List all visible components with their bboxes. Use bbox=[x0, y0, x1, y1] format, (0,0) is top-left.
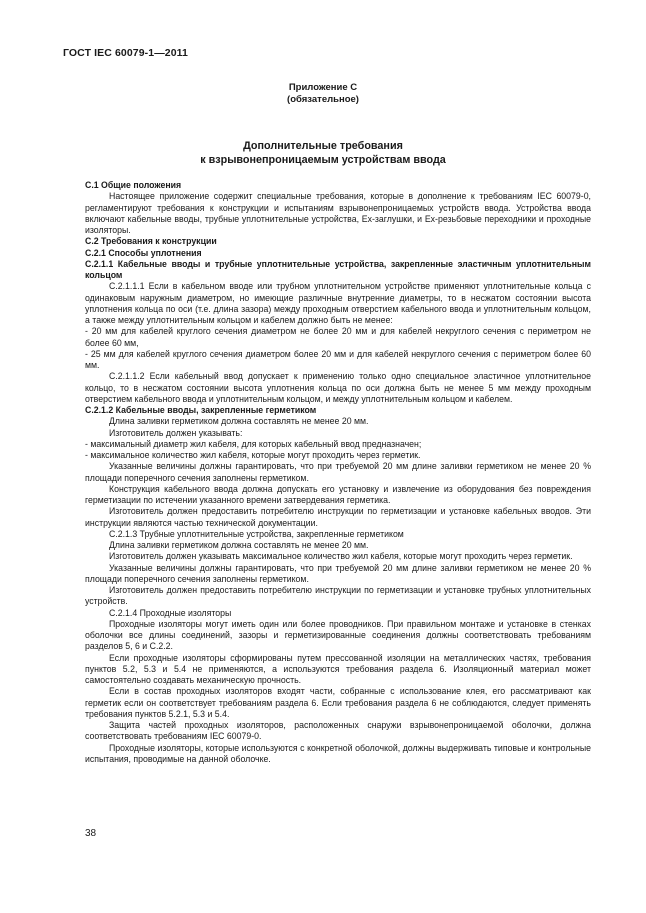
paragraph: Изготовитель должен предоставить потребителю инструкции по герметизации и установке кабельных вводов. Эти инструкции являются частью технической документации. bbox=[85, 506, 591, 528]
page-number: 38 bbox=[85, 828, 97, 839]
paragraph: Изготовитель должен указывать максимальное количество жил кабеля, которые могут проходить через герметик. bbox=[109, 551, 573, 562]
section-heading-c211: С.2.1.1 Кабельные вводы и трубные уплотнительные устройства, закрепленные эластичным уплотнительным кольцом bbox=[85, 258, 591, 280]
paragraph: Если в состав проходных изоляторов входят части, собранные с использование клея, его рассматривают как герметик если он соответствует требованиям раздела 6. Если требования раздела 6 не соблюдаются, следует применять требования пунктов 5.2.1, 5.3 и 5.4. bbox=[85, 686, 591, 719]
paragraph: Проходные изоляторы, которые используются с конкретной оболочкой, должны выдерживать типовые и контрольные испытания, проводимые на данной оболочке. bbox=[85, 742, 591, 764]
paragraph: Защита частей проходных изоляторов, расположенных снаружи взрывонепроницаемой оболочки, должна соответствовать требованиям IEC 60079-0. bbox=[85, 720, 591, 742]
list-item: - максимальный диаметр жил кабеля, для которых кабельный ввод предназначен; bbox=[85, 438, 422, 449]
section-heading-c21: С.2.1 Способы уплотнения bbox=[85, 247, 202, 258]
list-item: - 20 мм для кабелей круглого сечения диаметром не более 20 мм и для кабелей некруглого сечения с периметром не более 60 мм, bbox=[85, 326, 591, 348]
appendix-heading bbox=[0, 82, 646, 106]
standard-header: ГОСТ IEC 60079-1—2011 bbox=[63, 47, 188, 59]
paragraph: Указанные величины должны гарантировать, что при требуемой 20 мм длине заливки герметиком не менее 20 % площади поперечного сечения заполнены герметиком. bbox=[85, 461, 591, 483]
document-title-line-2: к взрывонепроницаемым устройствам ввода bbox=[200, 154, 446, 166]
section-heading-c212: С.2.1.2 Кабельные вводы, закрепленные герметиком bbox=[85, 405, 317, 415]
paragraph: С.2.1.1.1 Если в кабельном вводе или трубном уплотнительном устройстве применяют уплотнительные кольца с одинаковым наружным диаметром, но имеющие различные внутренние диаметры, то в несжатом состоянии высота уплотнения кольца по оси (т.е. длина зазора) между проходным отверстием кабельного ввода и уплотнительным кольцом, а также между уплотнительным кольцом и кабелем должно быть не менее: bbox=[85, 281, 591, 325]
appendix-title: Приложение С bbox=[288, 82, 358, 93]
paragraph: Изготовитель должен предоставить потребителю инструкции по герметизации и установке трубных уплотнительных устройств. bbox=[85, 585, 591, 607]
section-heading-c2: С.2 Требования к конструкции bbox=[85, 236, 217, 247]
document-body bbox=[85, 180, 591, 765]
paragraph: Указанные величины должны гарантировать, что при требуемой 20 мм длине заливки герметиком не менее 20 % площади поперечного сечения заполнены герметиком. bbox=[85, 562, 591, 584]
paragraph: Изготовитель должен указывать: bbox=[109, 427, 243, 438]
subsection-c214: С.2.1.4 Проходные изоляторы bbox=[109, 607, 232, 618]
section-heading-c1: С.1 Общие положения bbox=[85, 180, 182, 190]
paragraph: С.2.1.1.2 Если кабельный ввод допускает к применению только одно специальное эластичное уплотнительное кольцо, то в несжатом состоянии высота уплотнения кольца по оси должна быть не менее 5 мм между проходным отверстием кабельного ввода и уплотнительным кольцом, и между уплотнительным кольцом и кабелем. bbox=[85, 371, 591, 404]
paragraph: Проходные изоляторы могут иметь один или более проводников. При правильном монтаже и установке в стенках оболочки все длины соединений, зазоры и герметизированные соединения должны соответствовать требованиям разделов 5, 6 и С.2.2. bbox=[85, 618, 591, 652]
paragraph: Длина заливки герметиком должна составлять не менее 20 мм. bbox=[109, 540, 369, 550]
paragraph: Конструкция кабельного ввода должна допускать его установку и извлечение из оборудования без повреждения герметизации по истечении указанного времени затвердевания герметика. bbox=[85, 483, 591, 505]
document-title bbox=[0, 139, 646, 167]
appendix-status: (обязательное) bbox=[287, 94, 359, 105]
paragraph: Если проходные изоляторы сформированы путем прессованной изоляции на металлических частях, требования пунктов 5.2, 5.3 и 5.4 не применяются, а используются требования раздела 6. Изоляционный материал может самостоятельно создавать механическую прочность. bbox=[85, 652, 591, 685]
paragraph: Длина заливки герметиком должна составлять не менее 20 мм. bbox=[109, 416, 369, 427]
list-item: - 25 мм для кабелей круглого сечения диаметром более 20 мм и для кабелей некруглого сечения с периметром более 60 мм. bbox=[85, 348, 591, 370]
list-item: - максимальное количество жил кабеля, которые могут проходить через герметик. bbox=[85, 450, 421, 460]
document-title-line-1: Дополнительные требования bbox=[243, 140, 403, 152]
paragraph: Настоящее приложение содержит специальные требования, которые в дополнение к требованиям IEC 60079-0, регламентируют требования к конструкции и испытаниям взрывонепроницаемых устройств ввода. Устройства ввода включают кабельные вводы, трубные уплотнительные устройства, Ех-заглушки, и Ех-резьбовые переходники и проходные изоляторы. bbox=[85, 191, 591, 235]
subsection-c213: С.2.1.3 Трубные уплотнительные устройства, закрепленные герметиком bbox=[109, 528, 404, 539]
